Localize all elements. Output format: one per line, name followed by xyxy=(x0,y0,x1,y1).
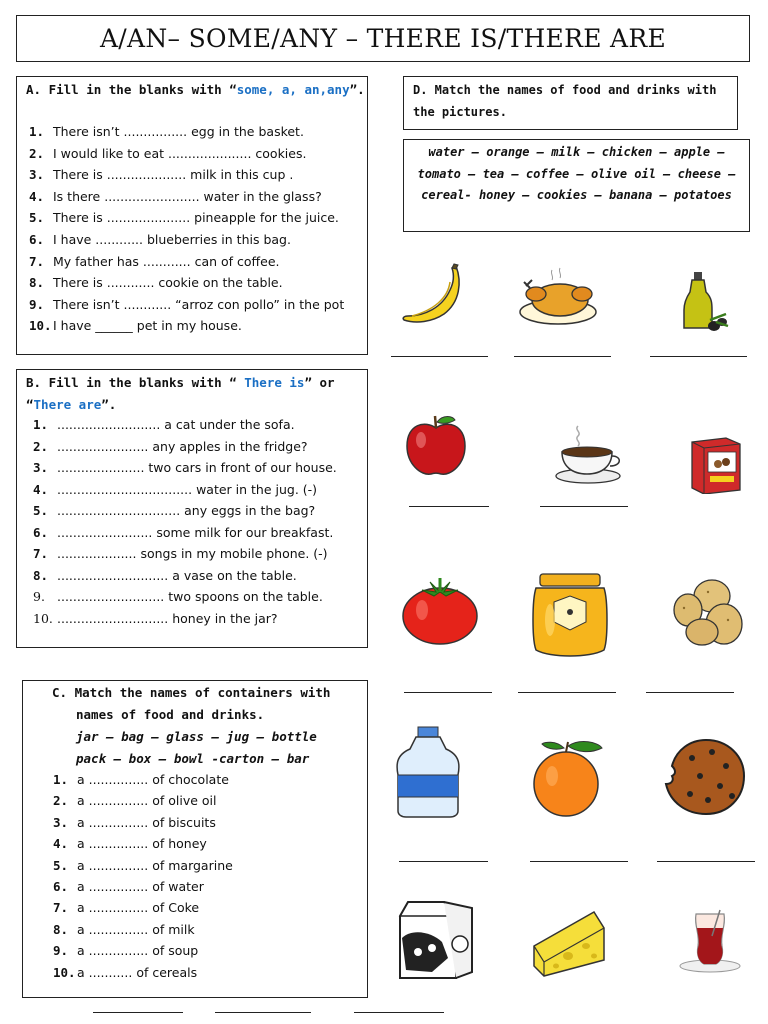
item-number: 6. xyxy=(29,232,45,247)
list-item xyxy=(53,858,233,873)
item-text: a ............... of water xyxy=(77,879,204,894)
milk-carton-icon xyxy=(392,898,476,982)
list-item xyxy=(29,297,344,312)
list-item xyxy=(33,482,317,497)
item-number: 5. xyxy=(29,210,45,226)
list-item xyxy=(53,900,199,915)
answer-line[interactable] xyxy=(530,861,628,862)
list-item xyxy=(53,943,198,958)
item-text: ............................... any eggs in the bag? xyxy=(57,503,316,518)
item-number: 2. xyxy=(33,438,49,454)
item-number: 9. xyxy=(29,296,45,312)
answer-line[interactable] xyxy=(391,356,488,357)
answer-line[interactable] xyxy=(404,692,492,693)
item-number: 5. xyxy=(53,857,69,873)
list-item xyxy=(33,546,328,561)
item-number: 8. xyxy=(33,567,49,583)
section-c-words-line1: jar – bag – glass – jug – bottle xyxy=(76,729,317,744)
list-item xyxy=(33,503,315,518)
item-text: a ............... of Coke xyxy=(77,900,200,916)
item-number: 4. xyxy=(53,836,69,852)
section-a-heading xyxy=(26,79,365,101)
section-d-words-line1: water – orange – milk – chicken – apple – xyxy=(428,145,725,159)
item-number: 7. xyxy=(53,900,69,916)
item-number: 2. xyxy=(29,145,45,161)
item-text: Is there ........................ water in the glass? xyxy=(53,188,322,204)
item-number: 8. xyxy=(53,921,69,937)
item-number: 6. xyxy=(33,524,49,540)
item-text: There isn’t ............ “arroz con pollo” in the pot xyxy=(53,296,345,312)
item-number: 10. xyxy=(33,610,53,626)
item-text: There isn’t ................ egg in the basket. xyxy=(53,124,304,139)
list-item xyxy=(33,589,323,604)
item-number: 1. xyxy=(29,124,45,139)
section-c-heading-line2: names of food and drinks. xyxy=(76,707,265,722)
item-number: 10. xyxy=(29,318,52,334)
item-number: 5. xyxy=(33,503,49,518)
section-d-words-line2: tomato – tea – coffee – olive oil – cheese – xyxy=(417,167,736,181)
item-number: 9. xyxy=(53,943,69,959)
list-item xyxy=(29,232,291,247)
section-a-heading-words: some, a, an,any xyxy=(236,82,350,97)
section-b-heading-there-is: There is xyxy=(244,375,305,390)
cookie-icon xyxy=(662,736,748,818)
list-item xyxy=(53,836,207,851)
section-b-heading-mid: ” or “ xyxy=(26,375,335,412)
title-box xyxy=(16,15,750,62)
item-number: 7. xyxy=(33,546,49,561)
cheese-icon xyxy=(528,906,608,978)
answer-line[interactable] xyxy=(657,861,755,862)
list-item xyxy=(29,318,242,333)
item-text: I have ............ blueberries in this bag. xyxy=(53,232,291,247)
roast-chicken-icon xyxy=(518,264,598,326)
section-d-heading-line1: D. Match the names of food and drinks with xyxy=(413,83,717,97)
cereal-box-icon xyxy=(690,432,742,494)
list-item xyxy=(29,124,304,139)
list-item xyxy=(29,167,293,182)
item-number: 7. xyxy=(29,253,45,269)
section-d-words-line3: cereal- honey – cookies – banana – potatoes xyxy=(421,188,732,202)
answer-line[interactable] xyxy=(540,506,628,507)
item-text: My father has ............ can of coffee. xyxy=(53,253,280,269)
list-item xyxy=(33,460,337,475)
section-b-heading xyxy=(26,372,361,416)
item-number: 8. xyxy=(29,275,45,291)
list-item xyxy=(53,879,204,894)
answer-line[interactable] xyxy=(646,692,734,693)
item-text: a ............... of biscuits xyxy=(77,814,216,830)
item-text: a ............... of honey xyxy=(77,836,207,852)
section-d-heading-line2: the pictures. xyxy=(413,105,507,119)
answer-line[interactable] xyxy=(650,356,747,357)
item-number: 4. xyxy=(29,188,45,204)
list-item xyxy=(53,793,216,808)
item-number: 4. xyxy=(33,481,49,497)
apple-icon xyxy=(403,412,469,478)
coffee-cup-icon xyxy=(554,422,624,484)
item-text: There is ..................... pineapple for the juice. xyxy=(53,210,339,226)
section-c-words-line2: pack – box – bowl -carton – bar xyxy=(76,751,310,766)
item-number: 1. xyxy=(33,417,49,432)
item-text: ....................... any apples in the fridge? xyxy=(57,438,308,454)
item-number: 10. xyxy=(53,964,76,980)
item-text: I have ______ pet in my house. xyxy=(53,318,242,334)
orange-icon xyxy=(526,736,606,818)
item-text: There is .................... milk in this cup . xyxy=(53,167,294,183)
item-text: a ............... of milk xyxy=(77,921,195,937)
item-text: a ........... of cereals xyxy=(77,964,198,980)
answer-line[interactable] xyxy=(518,692,616,693)
section-b-heading-there-are: There are xyxy=(33,397,102,412)
list-item xyxy=(33,439,308,454)
list-item xyxy=(33,611,278,626)
list-item xyxy=(29,254,280,269)
item-text: a ............... of olive oil xyxy=(77,793,217,809)
section-b-heading-prefix: B. Fill in the blanks with “ xyxy=(26,375,245,390)
list-item xyxy=(53,772,229,787)
item-text: a ............... of margarine xyxy=(77,857,233,873)
item-text: .......................... a cat under the sofa. xyxy=(57,417,295,432)
list-item xyxy=(29,275,283,290)
list-item xyxy=(33,417,295,432)
tomato-icon xyxy=(400,574,480,646)
item-text: There is ............ cookie on the table. xyxy=(53,275,283,291)
item-text: .................... songs in my mobile phone. (-) xyxy=(57,546,328,561)
item-text: ...................... two cars in front of our house. xyxy=(57,460,337,475)
answer-line[interactable] xyxy=(354,1012,444,1013)
answer-line[interactable] xyxy=(409,506,489,507)
banana-icon xyxy=(398,262,470,328)
tea-glass-icon xyxy=(676,906,744,974)
page-title: A/AN– SOME/ANY – THERE IS/THERE ARE xyxy=(99,24,667,53)
list-item xyxy=(29,146,306,161)
item-number: 3. xyxy=(53,814,69,830)
answer-line[interactable] xyxy=(215,1012,311,1013)
section-b-heading-suffix: ”. xyxy=(101,397,117,412)
item-number: 2. xyxy=(53,793,69,809)
item-text: a ............... of chocolate xyxy=(77,772,229,787)
section-c-heading-line1: C. Match the names of containers with xyxy=(52,685,331,700)
item-number: 3. xyxy=(33,460,49,475)
item-number: 1. xyxy=(53,772,69,787)
potatoes-icon xyxy=(672,574,744,648)
item-text: .................................. water in the jug. (-) xyxy=(57,481,318,497)
list-item xyxy=(53,922,195,937)
section-a-heading-suffix: ”. xyxy=(349,82,365,97)
item-text: I would like to eat ..................... cookies. xyxy=(53,145,307,161)
list-item xyxy=(33,568,297,583)
list-item xyxy=(53,965,197,980)
answer-line[interactable] xyxy=(93,1012,183,1013)
item-number: 9. xyxy=(33,589,45,604)
item-text: ........................ some milk for our breakfast. xyxy=(57,524,334,540)
answer-line[interactable] xyxy=(399,861,488,862)
section-a-heading-prefix: A. Fill in the blanks with “ xyxy=(26,82,237,97)
honey-jar-icon xyxy=(530,570,610,658)
list-item xyxy=(53,815,216,830)
item-text: a ............... of soup xyxy=(77,943,199,959)
list-item xyxy=(33,525,333,540)
item-number: 6. xyxy=(53,879,69,894)
item-text: ............................ honey in the jar? xyxy=(57,610,278,626)
list-item xyxy=(29,189,322,204)
item-number: 3. xyxy=(29,167,45,183)
item-text: ............................ a vase on the table. xyxy=(57,567,297,583)
olive-oil-icon xyxy=(680,270,732,334)
item-text: ........................... two spoons on the table. xyxy=(57,589,323,604)
water-bottle-icon xyxy=(390,725,466,819)
answer-line[interactable] xyxy=(514,356,611,357)
list-item xyxy=(29,210,339,225)
